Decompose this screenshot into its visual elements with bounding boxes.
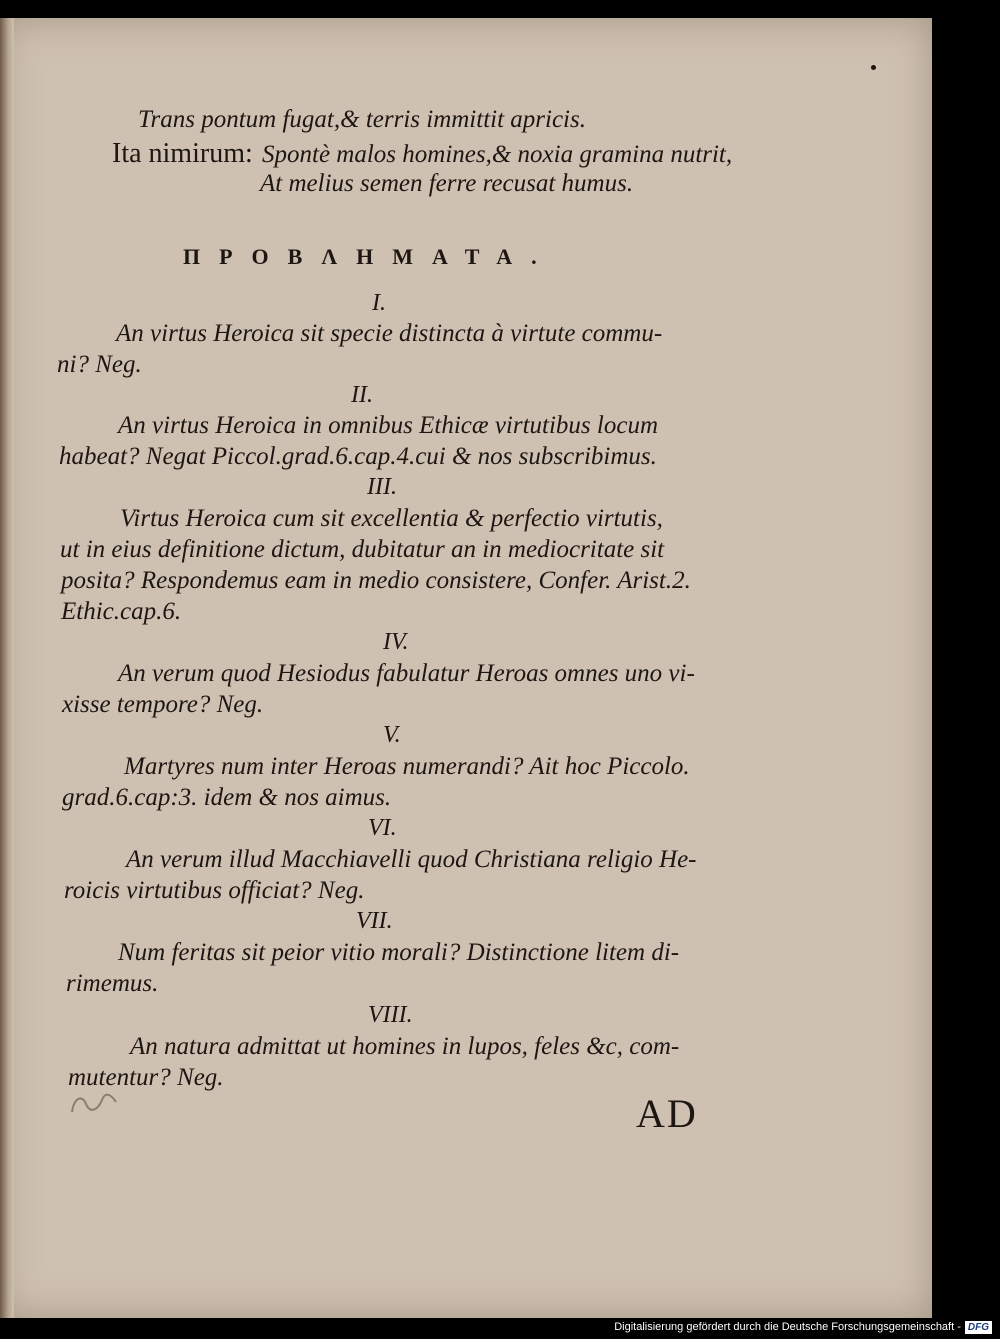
- poem-line-2: Spontè malos homines,& noxia gramina nutrit,: [262, 141, 733, 168]
- problem-text-line: Martyres num inter Heroas numerandi? Ait hoc Piccolo.: [124, 753, 690, 780]
- problem-text-line: Virtus Heroica cum sit excellentia & perfectio virtutis,: [120, 505, 663, 532]
- problem-text-line: mutentur? Neg.: [68, 1064, 224, 1091]
- problem-number: IV.: [383, 629, 409, 655]
- problem-number: VI.: [368, 815, 397, 841]
- problem-text-line: Ethic.cap.6.: [61, 598, 182, 625]
- catchword: AD: [636, 1091, 698, 1136]
- problem-text-line: grad.6.cap:3. idem & nos aimus.: [62, 784, 392, 811]
- problem-text-line: An verum quod Hesiodus fabulatur Heroas omnes uno vi-: [118, 660, 695, 687]
- problem-number: II.: [351, 382, 373, 408]
- problem-number: V.: [383, 722, 401, 748]
- problem-number: VII.: [356, 908, 393, 934]
- problem-number: III.: [367, 474, 397, 500]
- problem-text-line: rimemus.: [66, 970, 159, 997]
- page-mark-dot: [871, 65, 876, 70]
- poem-line-1: Trans pontum fugat,& terris immittit apricis.: [138, 106, 586, 133]
- dfg-logo: DFG: [965, 1321, 992, 1334]
- poem-line-2-prefix: Ita nimirum:: [112, 138, 253, 169]
- page-spine-shadow: [0, 18, 14, 1318]
- problem-text-line: Num feritas sit peior vitio morali? Distinctione litem di-: [118, 939, 680, 966]
- problem-number: I.: [372, 290, 386, 316]
- problem-text-line: ni? Neg.: [57, 351, 142, 378]
- problem-text-line: xisse tempore? Neg.: [62, 691, 264, 718]
- pen-scribble-mark: [68, 1090, 118, 1124]
- problem-number: VIII.: [368, 1002, 413, 1028]
- problem-text-line: roicis virtutibus officiat? Neg.: [64, 877, 365, 904]
- problem-text-line: An verum illud Macchiavelli quod Christiana religio He-: [126, 846, 697, 873]
- problem-text-line: An virtus Heroica in omnibus Ethicæ virtutibus locum: [118, 412, 659, 439]
- problem-text-line: An virtus Heroica sit specie distincta à virtute commu-: [116, 320, 663, 347]
- problem-text-line: An natura admittat ut homines in lupos, feles &c, com-: [130, 1033, 680, 1060]
- footer-text: Digitalisierung gefördert durch die Deutsche Forschungsgemeinschaft -: [614, 1321, 961, 1333]
- book-page: [0, 18, 932, 1318]
- digitization-footer: [614, 1319, 992, 1335]
- problem-text-line: ut in eius definitione dictum, dubitatur an in mediocritate sit: [60, 536, 665, 563]
- poem-line-3: At melius semen ferre recusat humus.: [260, 170, 634, 197]
- problem-text-line: posita? Respondemus eam in medio consistere, Confer. Arist.2.: [61, 567, 691, 594]
- problems-heading: ΠΡΟΒΛΗΜΑΤΑ.: [183, 244, 556, 269]
- problem-text-line: habeat? Negat Piccol.grad.6.cap.4.cui & nos subscribimus.: [59, 443, 657, 470]
